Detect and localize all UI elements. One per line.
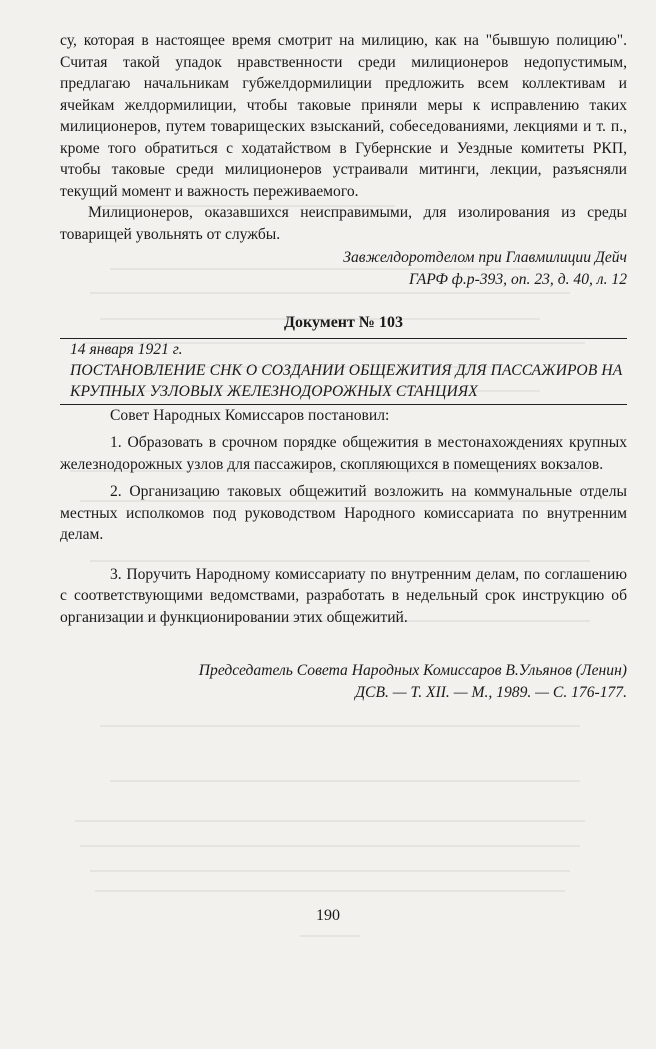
document-number: Документ № 103 — [284, 314, 403, 331]
page-number: 190 — [316, 907, 340, 924]
second-paragraph: Милиционеров, оказавшихся неисправимыми, для изолирования из среды товарищей увольнять от службы. — [60, 204, 627, 243]
document-title: ПОСТАНОВЛЕНИЕ СНК О СОЗДАНИИ ОБЩЕЖИТИЯ ДЛЯ ПАССАЖИРОВ НА КРУПНЫХ УЗЛОВЫХ ЖЕЛЕЗНОДОРОЖНЫХ СТАНЦИЯХ — [70, 361, 623, 400]
resolution-item-2: 2. Организацию таковых общежитий возложить на коммунальные отделы местных исполкомов под руководством Народного комиссариата по внутренним делам. — [60, 483, 627, 543]
publication-source: ДСВ. — Т. XII. — М., 1989. — С. 176-177. — [355, 683, 627, 701]
top-paragraph: су, которая в настоящее время смотрит на милицию, как на "бывшую полицию". Считая такой упадок нравственности среди милиционеров недопустимым, предлагаю начальникам губжелдормилиции предложить всем коллективам и ячейкам желдормилиции, чтобы таковые приняли меры к исправлению таких милиционеров, путем товарищеских взысканий, собеседованиями, лекциями и т. п., кроме того обратиться с ходатайством в Губернские и Уездные комитеты РКП, чтобы таковые среди милиционеров устраивали митинги, лекции, разъясняли текущий момент и важность переживаемого. — [60, 32, 627, 200]
council-intro: Совет Народных Комиссаров постановил: — [110, 406, 390, 424]
document-date: 14 января 1921 г. — [70, 340, 183, 358]
resolution-item-1: 1. Образовать в срочном порядке общежития в местонахождениях крупных железнодорожных узлов для пассажиров, скопляющихся в помещениях вокзалов. — [60, 434, 627, 473]
archive-source: ГАРФ ф.р-393, оп. 23, д. 40, л. 12 — [409, 270, 627, 288]
resolution-item-3: 3. Поручить Народному комиссариату по внутренним делам, по соглашению с соответствующими ведомствами, разработать в недельный срок инструкцию об организации и функционировании этих общежитий. — [60, 565, 627, 626]
divider-top — [60, 338, 627, 339]
document-text — [60, 30, 627, 703]
signature-lenin: Председатель Совета Народных Комиссаров В.Ульянов (Ленин) — [198, 662, 627, 679]
signature-dejch: Завжелдоротделом при Главмилиции Дейч — [343, 249, 627, 266]
